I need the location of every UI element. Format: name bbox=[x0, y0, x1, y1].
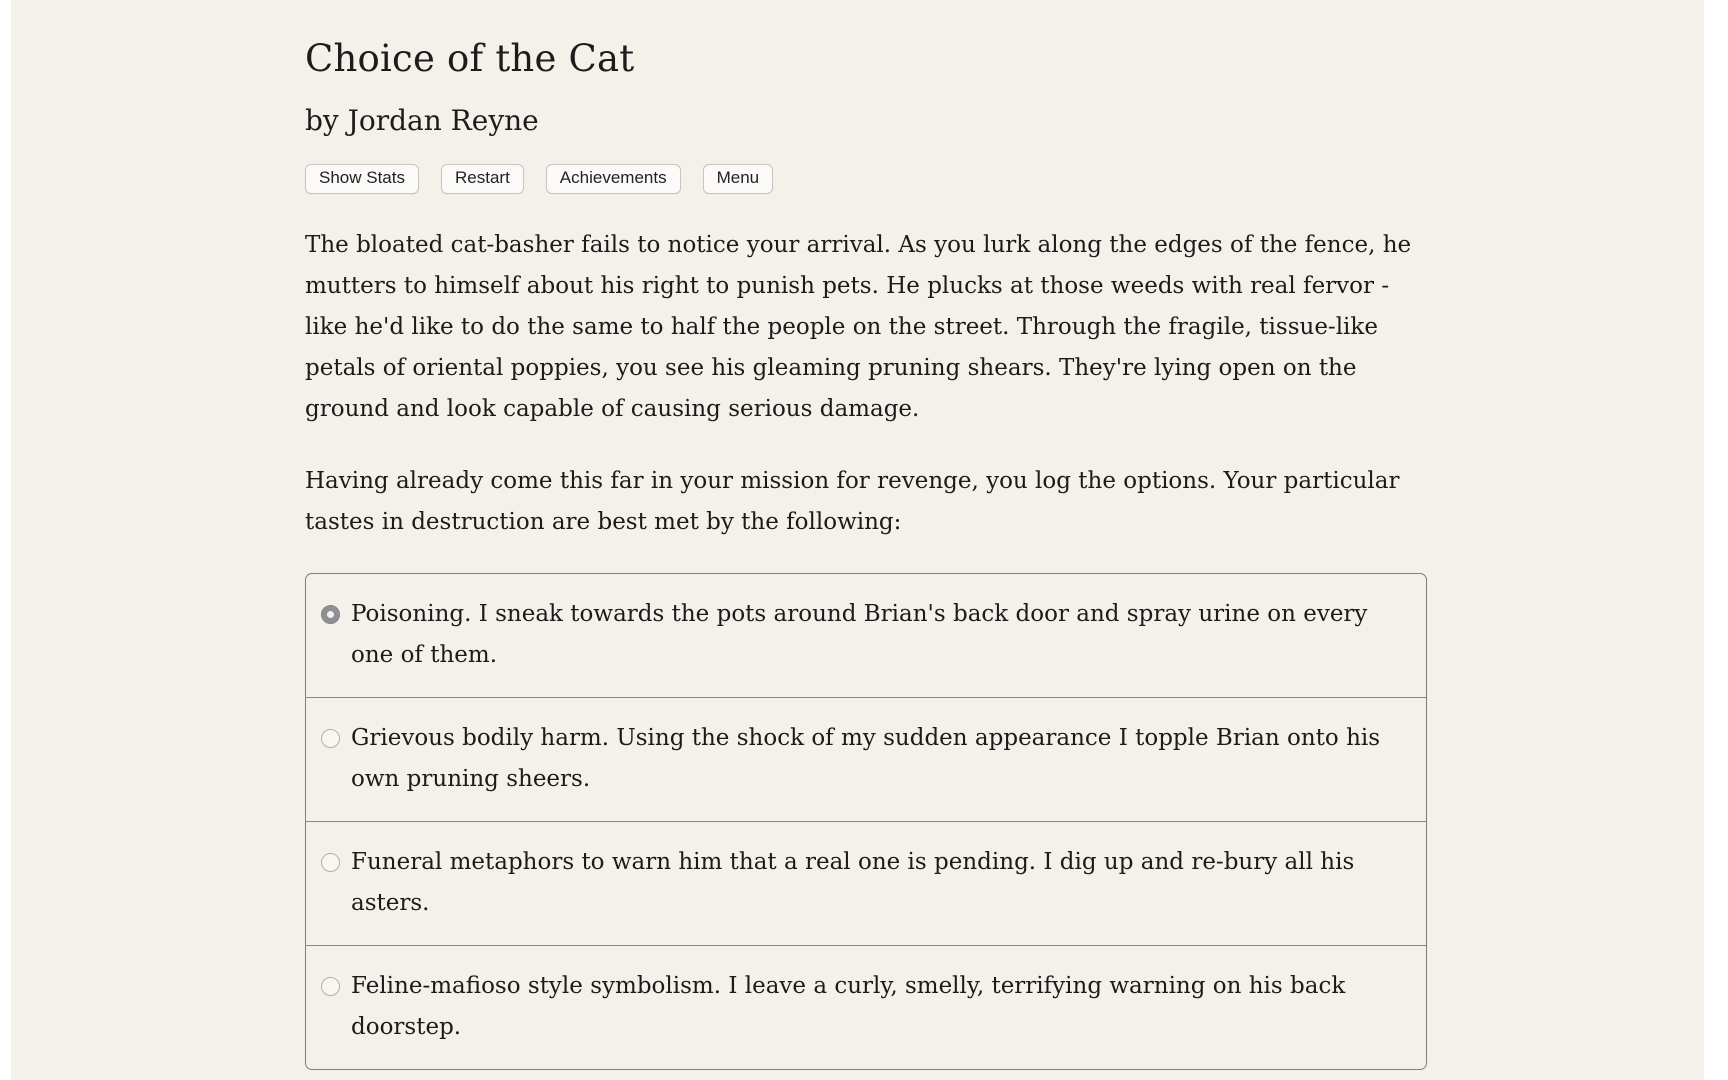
choice-label: Grievous bodily harm. Using the shock of my sudden appearance I topple Brian onto his own pruning sheers. bbox=[351, 725, 1381, 793]
story-paragraph-1: The bloated cat-basher fails to notice your arrival. As you lurk along the edges of the fence, he mutters to himself about his right to punish pets. He plucks at those weeds with real fervor - like he'd like to do the same to half the people on the street. Through the fragile, tissue-like petals of oriental poppies, you see his gleaming pruning shears. They're lying open on the ground and look capable of causing serious damage. bbox=[305, 232, 1412, 423]
radio-unselected-icon[interactable] bbox=[321, 853, 340, 872]
page-title: Choice of the Cat bbox=[305, 37, 635, 80]
choice-option-funeral-metaphors[interactable] bbox=[306, 821, 1426, 945]
show-stats-button[interactable]: Show Stats bbox=[305, 164, 419, 194]
radio-selected-icon[interactable] bbox=[321, 605, 340, 624]
menu-button[interactable]: Menu bbox=[703, 164, 774, 194]
choice-option-feline-mafioso[interactable] bbox=[306, 945, 1426, 1069]
story-content bbox=[305, 0, 1427, 1070]
choice-option-bodily-harm[interactable] bbox=[306, 697, 1426, 821]
radio-unselected-icon[interactable] bbox=[321, 729, 340, 748]
author-byline: by Jordan Reyne bbox=[305, 104, 539, 138]
toolbar bbox=[305, 164, 1427, 194]
window-edge-left bbox=[0, 0, 11, 1080]
radio-unselected-icon[interactable] bbox=[321, 977, 340, 996]
radio-dot bbox=[327, 611, 334, 618]
story-paragraph-2: Having already come this far in your mission for revenge, you log the options. Your particular tastes in destruction are best met by the following: bbox=[305, 468, 1400, 536]
restart-button[interactable]: Restart bbox=[441, 164, 524, 194]
achievements-button[interactable]: Achievements bbox=[546, 164, 681, 194]
choice-label: Poisoning. I sneak towards the pots around Brian's back door and spray urine on every one of them. bbox=[351, 601, 1368, 669]
choices-group bbox=[305, 573, 1427, 1070]
choice-option-poisoning[interactable] bbox=[306, 574, 1426, 697]
game-page bbox=[11, 0, 1704, 1080]
scrollbar-track[interactable] bbox=[1704, 0, 1728, 1080]
choice-label: Feline-mafioso style symbolism. I leave a curly, smelly, terrifying warning on his back doorstep. bbox=[351, 973, 1346, 1041]
choice-label: Funeral metaphors to warn him that a real one is pending. I dig up and re-bury all his asters. bbox=[351, 849, 1355, 917]
